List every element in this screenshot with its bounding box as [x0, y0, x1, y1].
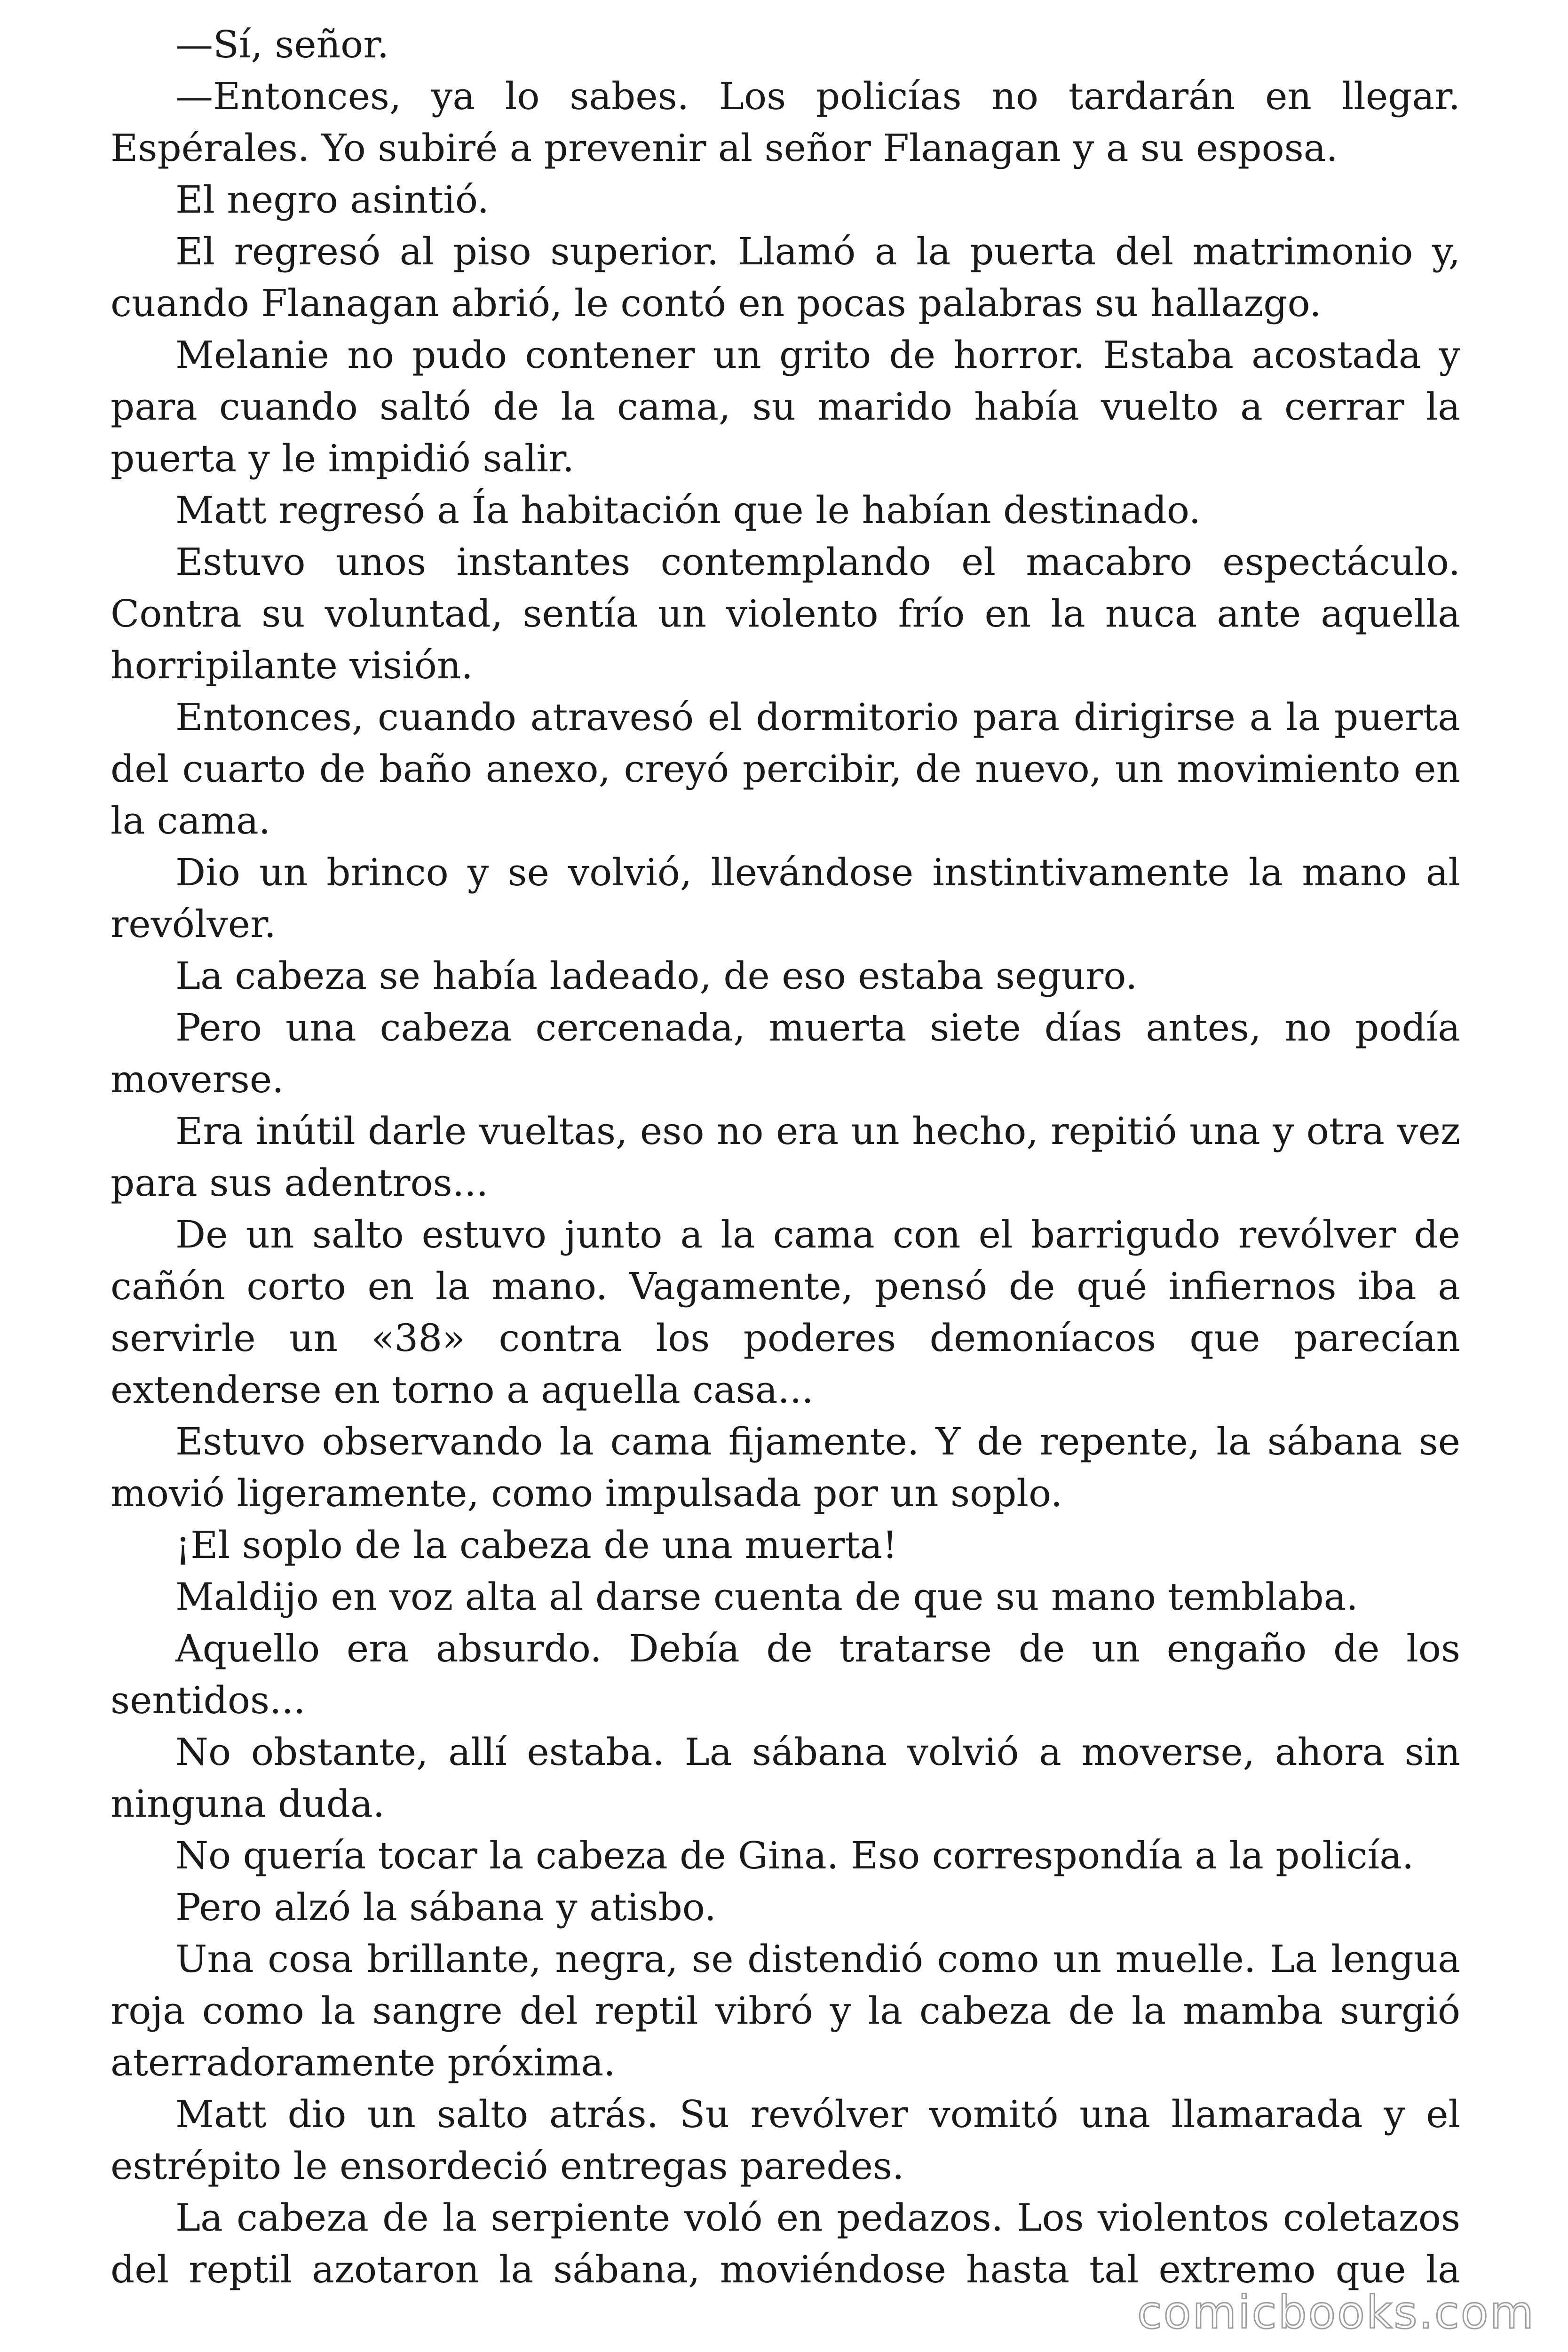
paragraph: Dio un brinco y se volvió, llevándose instintivamente la mano al revólver.: [111, 850, 1460, 946]
paragraph: Aquello era absurdo. Debía de tratarse de un engaño de los sentidos...: [111, 1627, 1460, 1722]
paragraph: Maldijo en voz alta al darse cuenta de que su mano temblaba.: [175, 1575, 1358, 1619]
paragraph: Pero una cabeza cercenada, muerta siete días antes, no podía moverse.: [111, 1006, 1460, 1101]
paragraph-continued: La cabeza de la serpiente voló en pedazos. Los violentos coletazos del reptil azotaron la sábana, moviéndose hasta tal extremo que la: [111, 2196, 1460, 2291]
book-page: [111, 19, 1460, 2314]
paragraph: El negro asintió.: [175, 178, 490, 222]
paragraph: Entonces, cuando atravesó el dormitorio para dirigirse a la puerta del cuarto de baño anexo, creyó percibir, de nuevo, un movimiento en la cama.: [111, 695, 1460, 842]
watermark-logo: comicbooks.com: [1137, 2286, 1535, 2339]
paragraph: Matt dio un salto atrás. Su revólver vomitó una llamarada y el estrépito le ensordeció entregas paredes.: [111, 2092, 1460, 2188]
paragraph: —Entonces, ya lo sabes. Los policías no tardarán en llegar. Espérales. Yo subiré a prevenir al señor Flanagan y a su esposa.: [111, 74, 1460, 170]
paragraph: ¡El soplo de la cabeza de una muerta!: [175, 1523, 898, 1567]
paragraph: La cabeza se había ladeado, de eso estaba seguro.: [175, 954, 1138, 998]
paragraph: Era inútil darle vueltas, eso no era un hecho, repitió una y otra vez para sus adentros...: [111, 1109, 1460, 1205]
paragraph: De un salto estuvo junto a la cama con el barrigudo revólver de cañón corto en la mano. Vagamente, pensó de qué infiernos iba a servirle un «38» contra los poderes demoníacos que parecían extenderse en torno a aquella casa...: [111, 1213, 1460, 1412]
paragraph: —Sí, señor.: [175, 23, 389, 66]
paragraph: Melanie no pudo contener un grito de horror. Estaba acostada y para cuando saltó de la cama, su marido había vuelto a cerrar la puerta y le impidió salir.: [111, 333, 1460, 480]
paragraph: No quería tocar la cabeza de Gina. Eso correspondía a la policía.: [175, 1834, 1414, 1877]
paragraph: Una cosa brillante, negra, se distendió como un muelle. La lengua roja como la sangre del reptil vibró y la cabeza de la mamba surgió aterradoramente próxima.: [111, 1937, 1460, 2084]
paragraph: Matt regresó a Ía habitación que le habían destinado.: [175, 488, 1201, 532]
paragraph: Pero alzó la sábana y atisbo.: [175, 1885, 716, 1929]
paragraph: El regresó al piso superior. Llamó a la puerta del matrimonio y, cuando Flanagan abrió, le contó en pocas palabras su hallazgo.: [111, 230, 1460, 325]
paragraph: No obstante, allí estaba. La sábana volvió a moverse, ahora sin ninguna duda.: [111, 1730, 1460, 1826]
paragraph: Estuvo unos instantes contemplando el macabro espectáculo. Contra su voluntad, sentía un violento frío en la nuca ante aquella horripilante visión.: [111, 540, 1460, 687]
paragraph: Estuvo observando la cama fijamente. Y de repente, la sábana se movió ligeramente, como impulsada por un soplo.: [111, 1420, 1460, 1515]
